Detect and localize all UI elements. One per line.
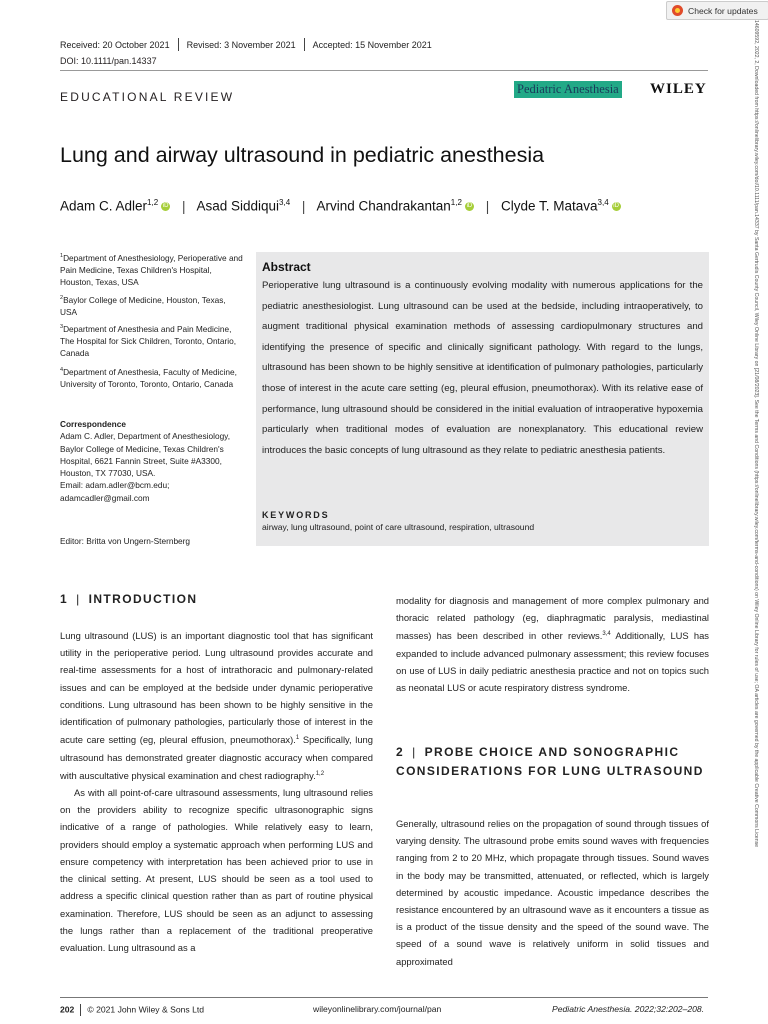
keywords-text: airway, lung ultrasound, point of care ultrasound, respiration, ultrasound: [262, 522, 535, 532]
paragraph-text: Additionally, LUS has expanded to include advanced pulmonary assessment; this review focuses on use of LUS in daily pediatric anesthesia practice and not on topics such as neonatal LUS or acute respiratory distress syndrome.: [396, 630, 709, 694]
citation-ref[interactable]: 3,4: [602, 631, 611, 638]
author-list: [60, 198, 621, 214]
check-for-updates-button[interactable]: [666, 1, 768, 20]
correspondence: [60, 418, 245, 504]
affiliation-sup: 1: [60, 253, 64, 259]
paragraph-text: modality for diagnosis and management of more complex pulmonary and thoracic related pathology (eg, diaphragmatic paralysis, mediastinal masses) has been described in other reviews.: [396, 595, 709, 642]
received-date: Received: 20 October 2021: [60, 39, 170, 50]
keywords-heading: KEYWORDS: [262, 510, 330, 520]
paragraph: [396, 592, 709, 696]
right-column-bottom: [396, 815, 709, 970]
citation: Pediatric Anesthesia. 2022;32:202–208.: [552, 1004, 705, 1014]
paragraph-text: Lung ultrasound (LUS) is an important diagnostic tool that has significant utility in the perioperative period. Lung ultrasound provides accurate and real-time assessments for a host of intrathoracic and pulmonary-related issues and can be employed at the bedside under dynamic perioperative conditions. Lung ultrasound has been shown to be highly sensitive in the identification of pulmonary pathologies, particularly those of interest in the acute care setting (eg, pleural effusion, pneumothorax).: [60, 630, 373, 746]
section-title: PROBE CHOICE AND SONOGRAPHIC CONSIDERATIONS FOR LUNG ULTRASOUND: [396, 745, 704, 778]
divider: [80, 1004, 81, 1016]
journal-url[interactable]: wileyonlinelibrary.com/journal/pan: [313, 1004, 442, 1014]
paragraph: Generally, ultrasound relies on the propagation of sound through tissues of varying density. The ultrasound probe emits sound waves with frequencies ranging from 2 to 20 MHz, which propagate through tissues. Sound waves in the body may be transmitted, attenuated, or reflected, which is largely determined by acoustic impedance. Acoustic impedance describes the resistance encountered by an ultrasound wave as it encounters a tissue as is a product of the tissue density and the speed of the sound wave. The speed of a sound wave is relatively uniform in solid tissues and approximated: [396, 818, 709, 967]
section-number: 1: [60, 592, 69, 606]
affiliation: [60, 364, 245, 390]
orcid-icon[interactable]: iD: [613, 203, 619, 210]
revised-date: Revised: 3 November 2021: [186, 39, 296, 50]
author-separator: |: [485, 198, 490, 214]
header-rule: [60, 70, 708, 71]
footer-left: [60, 1004, 204, 1016]
article-title: Lung and airway ultrasound in pediatric anesthesia: [60, 143, 545, 167]
author-separator: |: [181, 198, 186, 214]
crossmark-icon: [672, 5, 683, 16]
affiliation-text: Department of Anesthesiology, Perioperative and Pain Medicine, Texas Children's Hospital, Houston, Texas, USA: [60, 252, 243, 288]
paragraph-text: Specifically, lung ultrasound has demonstrated greater diagnostic accuracy when compared with auscultative physical examination and chest radiography.: [60, 734, 373, 781]
side-note-text: 14609592, 2022, 2, Downloaded from https://onlinelibrary.wiley.com/doi/10.1111/pan.14337 by Santa Gertrudis County Council, Wiley Online Library on [21/08/2023]. See the Terms and Conditions (https://onlinelibrary.wiley.com/terms-and-conditions) on Wiley Online Library for rules of use; OA articles are governed by the applicable Creative Commons License: [753, 20, 759, 848]
author-sup: 1,2: [450, 198, 462, 207]
affiliation-sup: 4: [60, 367, 64, 373]
journal-logo[interactable]: Pediatric Anesthesia: [514, 81, 622, 98]
orcid-icon[interactable]: iD: [466, 203, 473, 210]
author-name[interactable]: Asad Siddiqui: [196, 198, 280, 214]
paragraph: As with all point-of-care ultrasound assessments, lung ultrasound relies on the providers ability to recognize specific ultrasonographic signs indicative of a range of pathologies. While relatively easy to learn, providers should employ a systematic approach when performing LUS and ensure competency with interpretation has been achieved prior to use in the clinical setting. At present, LUS should be seen as a tool used to address a specific clinical question rather than as part of routine physical examination. Therefore, LUS should be seen as an adjunct to assessing the lungs rather than a replacement of the traditional preoperative evaluation. Lung ultrasound as a: [60, 787, 373, 953]
page-number: 202: [60, 1004, 75, 1015]
affiliation-sup: 3: [60, 324, 64, 330]
affiliation-text: Department of Anesthesia and Pain Medicine, The Hospital for Sick Children, Toronto, Ontario, Canada: [60, 323, 237, 359]
divider: [178, 38, 179, 51]
editor-note: Editor: Britta von Ungern-Sternberg: [60, 536, 191, 546]
correspondence-address: Adam C. Adler, Department of Anesthesiology, Baylor College of Medicine, Texas Children's Hospital, 6621 Fannin Street, Suite #A3300, Houston, TX 77030, USA.: [60, 431, 231, 479]
affiliation: [60, 321, 245, 360]
right-column-top: [396, 592, 709, 696]
author-name[interactable]: Adam C. Adler: [60, 198, 148, 214]
doi[interactable]: DOI: 10.1111/pan.14337: [60, 56, 157, 66]
correspondence-email[interactable]: Email: adam.adler@bcm.edu; adamcadler@gmail.com: [60, 480, 170, 503]
divider: |: [412, 745, 417, 759]
orcid-icon[interactable]: iD: [162, 203, 169, 210]
author-sup: 3,4: [279, 198, 291, 207]
divider: [304, 38, 305, 51]
publisher-logo[interactable]: WILEY: [650, 81, 707, 97]
author-sup: 1,2: [147, 198, 159, 207]
section-number: 2: [396, 745, 405, 759]
copyright: © 2021 John Wiley & Sons Ltd: [87, 1004, 205, 1015]
correspondence-label: Correspondence: [60, 419, 126, 429]
affiliation-text: Department of Anesthesia, Faculty of Medicine, University of Toronto, Toronto, Ontario, Canada: [60, 366, 237, 390]
affiliation-sup: 2: [60, 295, 64, 301]
footer-rule: [60, 997, 708, 998]
author-sup: 3,4: [597, 198, 609, 207]
author-name[interactable]: Arvind Chandrakantan: [316, 198, 451, 214]
affiliation-text: Baylor College of Medicine, Houston, Texas, USA: [60, 294, 226, 318]
abstract-text: Perioperative lung ultrasound is a continuously evolving modality with numerous applications for the pediatric anesthesiologist. Lung ultrasound can be used at the bedside, including intraoperatively, to augment traditional physical examination methods of assessing cardiopulmonary structures and identifying the presence of specific and clinically significant pathology. With regard to the lungs, ultrasound has been shown to be highly sensitive at identification of pulmonary pathologies, particularly those of interest in the acute care setting (eg, pleural effusion, pneumothorax). With its relative ease of performance, lung ultrasound should be considered in the initial evaluation of intraoperative hypoxemia particularly when traditional modes of evaluation are nonexplanatory. This educational review introduces the basic concepts of lung ultrasound as they relate to pediatric anesthesia patients.: [262, 280, 703, 456]
citation-ref[interactable]: 1: [295, 735, 300, 742]
affiliation: [60, 292, 245, 318]
paragraph: [60, 627, 373, 784]
divider: |: [76, 592, 81, 606]
author-name[interactable]: Clyde T. Matava: [500, 198, 598, 214]
check-for-updates-label: Check for updates: [688, 5, 758, 16]
side-download-note: [750, 20, 760, 1020]
section-heading: [396, 743, 709, 781]
history-dates: [60, 38, 432, 51]
left-column: [60, 627, 373, 956]
section-title: INTRODUCTION: [88, 592, 198, 606]
affiliation: [60, 250, 245, 289]
citation-ref[interactable]: 1,2: [315, 770, 325, 777]
section-tag: EDUCATIONAL REVIEW: [60, 90, 235, 104]
section-heading: [60, 592, 197, 606]
accepted-date: Accepted: 15 November 2021: [312, 39, 432, 50]
abstract-heading: Abstract: [262, 260, 311, 274]
author-separator: |: [301, 198, 306, 214]
